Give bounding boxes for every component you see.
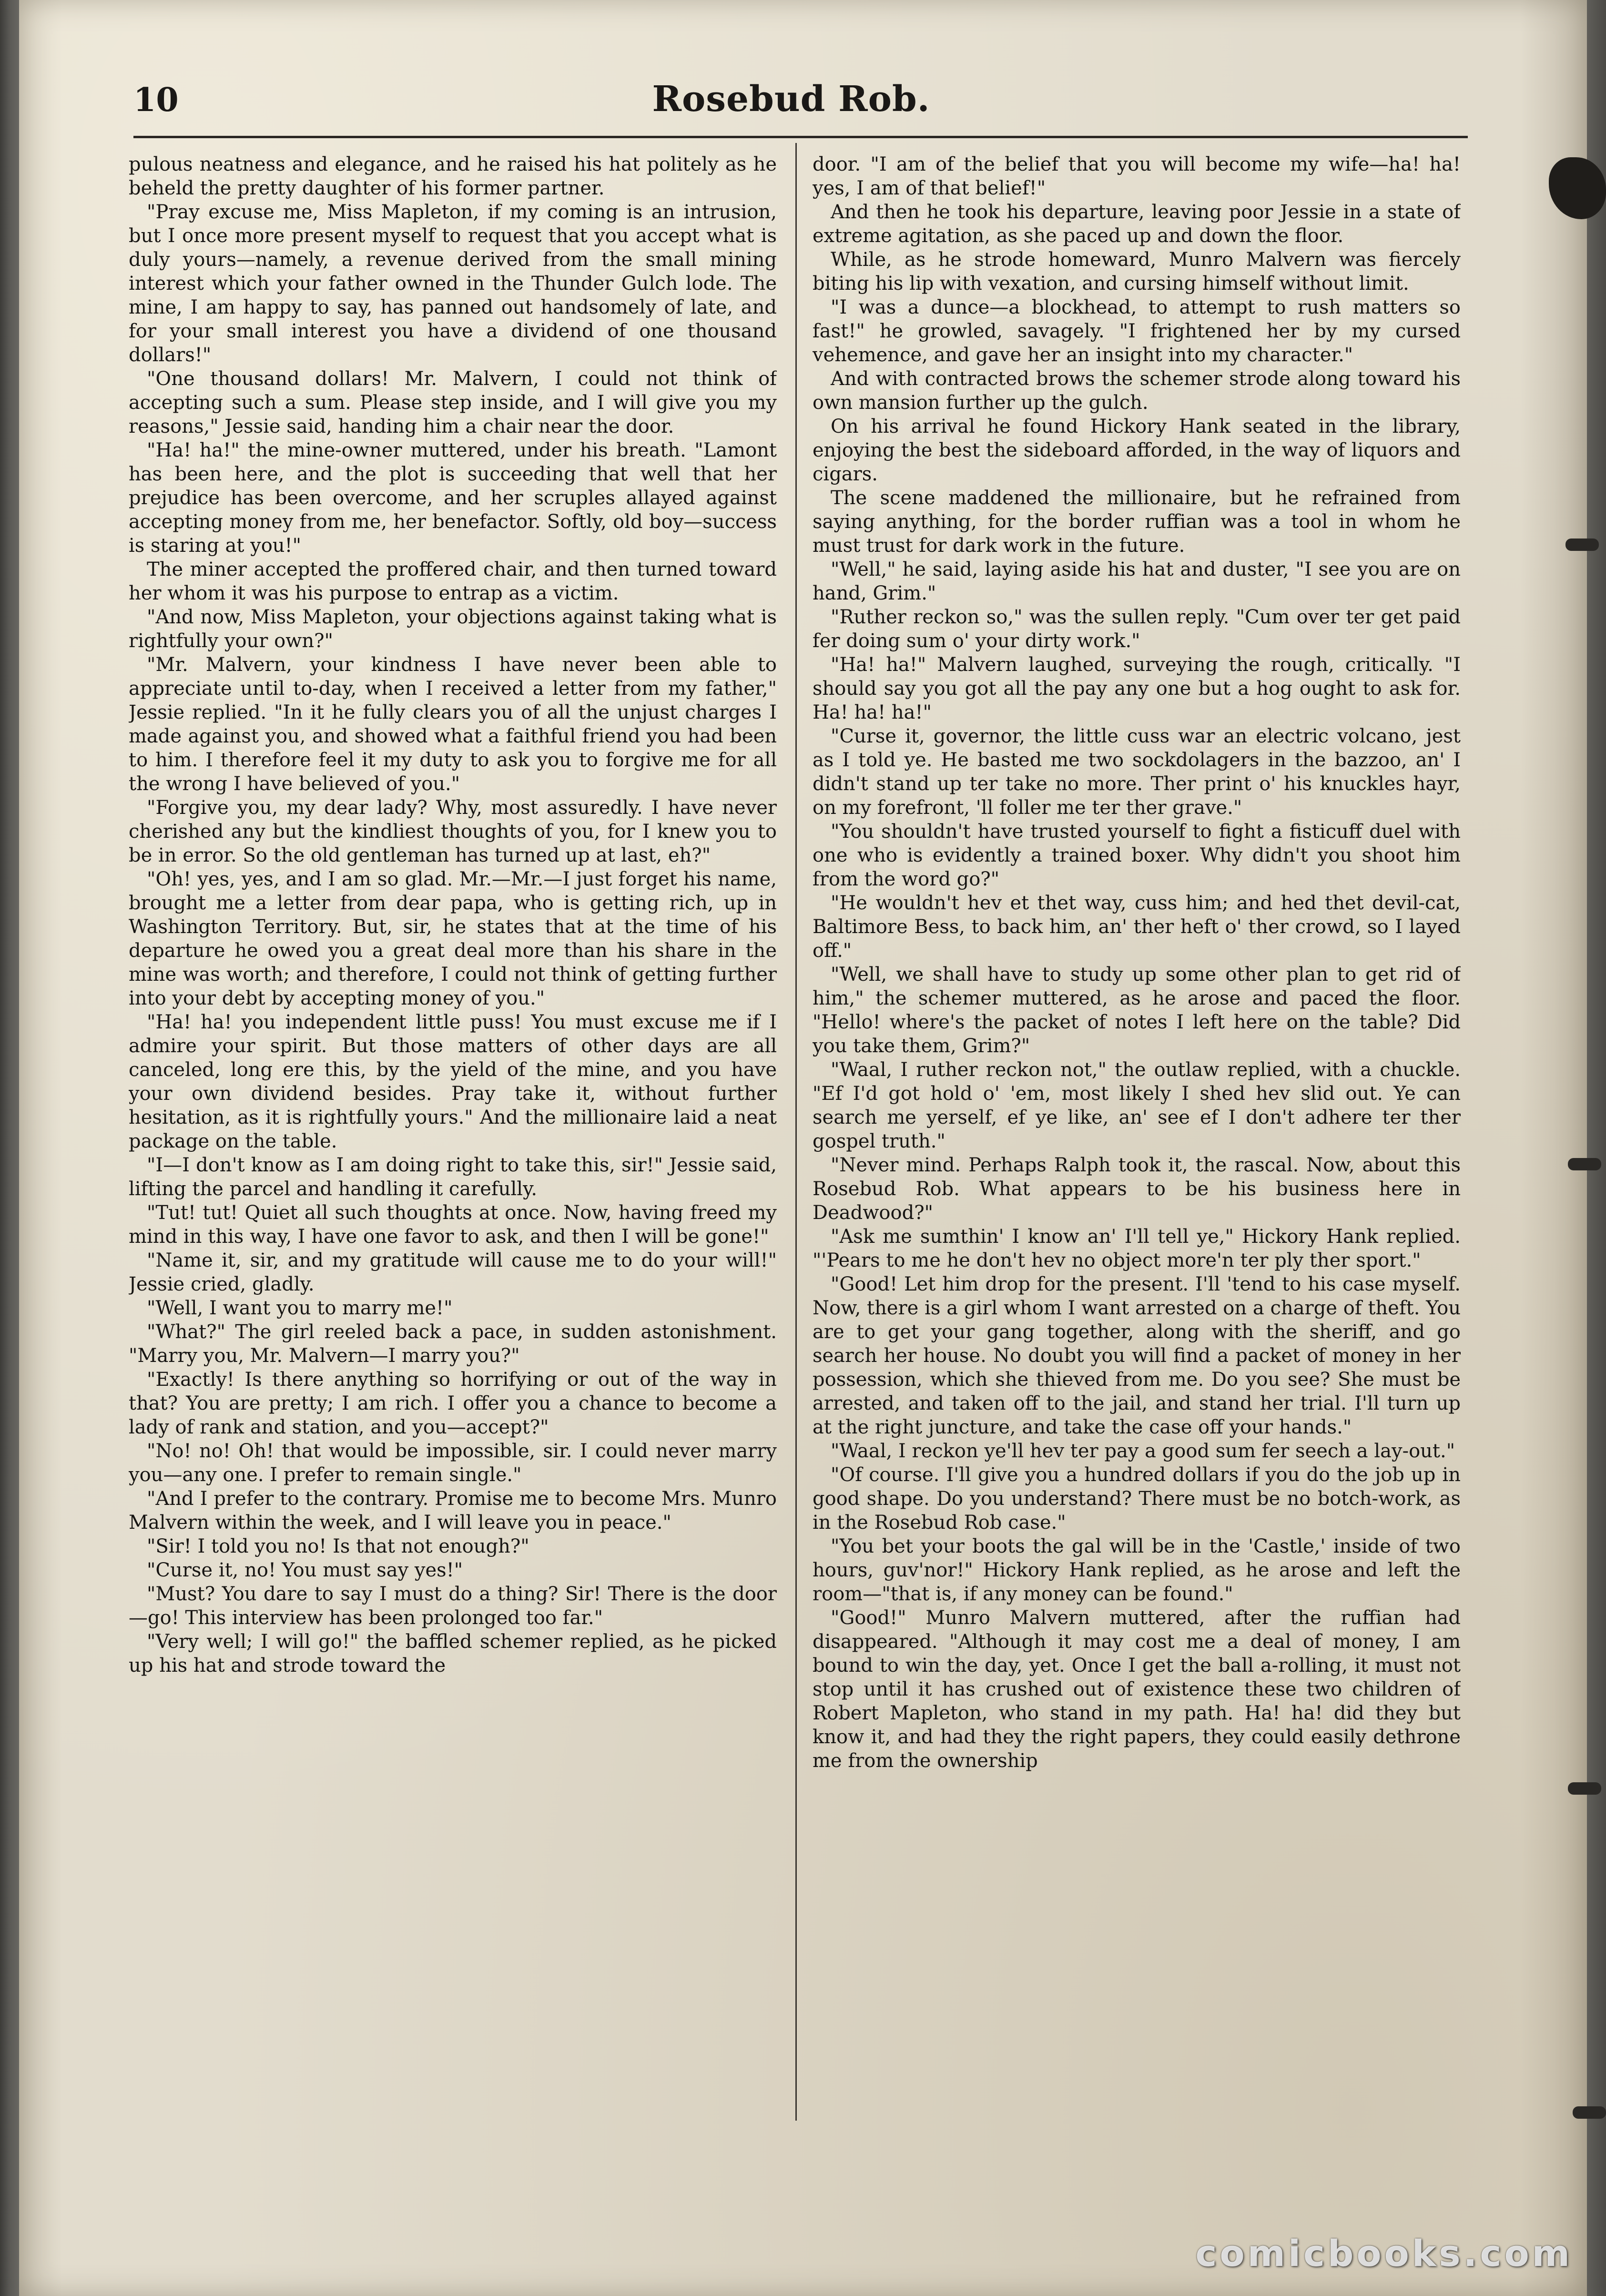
watermark: comicbooks.com <box>1195 2232 1573 2275</box>
paragraph: "What?" The girl reeled back a pace, in sudden astonishment. "Marry you, Mr. Malvern—I marry you?" <box>129 1321 777 1367</box>
paragraph: "Well, we shall have to study up some other plan to get rid of him," the schemer muttered, as he arose and paced the floor. "Hello! where's the packet of notes I left here on the table? Did you take them, Grim?" <box>813 964 1461 1057</box>
column-divider <box>795 143 797 2121</box>
paragraph: "And I prefer to the contrary. Promise me to become Mrs. Munro Malvern within the week, and I will leave you in peace." <box>129 1488 777 1534</box>
paragraph: "Exactly! Is there anything so horrifying or out of the way in that? You are pretty; I am rich. I offer you a chance to become a lady of rank and station, and you—accept?" <box>129 1369 777 1438</box>
paragraph: "Good! Let him drop for the present. I'll 'tend to his case myself. Now, there is a girl whom I want arrested on a charge of theft. You are to get your gang together, along with the sheriff, and go search her house. No doubt you will find a packet of money in her possession, which she thieved from me. Do you see? She must be arrested, and taken off to the jail, and stand her trial. I'll turn up at the right juncture, and take the case off your hands." <box>813 1273 1461 1438</box>
paragraph: "Oh! yes, yes, and I am so glad. Mr.—Mr.—I just forget his name, brought me a letter from dear papa, who is getting rich, up in Washington Territory. But, sir, he states that at the time of his departure he owed you a great deal more than his share in the mine was worth; and therefore, I could not think of getting further into your debt by accepting money of you." <box>129 868 777 1009</box>
paragraph: On his arrival he found Hickory Hank seated in the library, enjoying the best the sideboard afforded, in the way of liquors and cigars. <box>813 416 1461 485</box>
paragraph: And then he took his departure, leaving poor Jessie in a state of extreme agitation, as she paced up and down the floor. <box>813 201 1461 247</box>
paragraph: "Well, I want you to marry me!" <box>147 1297 453 1319</box>
paragraph: "You shouldn't have trusted yourself to fight a fisticuff duel with one who is evidently a trained boxer. Why didn't you shoot him from the word go?" <box>813 821 1461 890</box>
left-column <box>129 152 777 2130</box>
paragraph: "I was a dunce—a blockhead, to attempt to rush matters so fast!" he growled, savagely. "I frightened her by my cursed vehemence, and gave her an insight into my character." <box>813 296 1461 366</box>
paragraph: "Never mind. Perhaps Ralph took it, the rascal. Now, about this Rosebud Rob. What appears to be his business here in Deadwood?" <box>813 1154 1461 1224</box>
binding-hole <box>1573 2106 1606 2119</box>
paragraph: "I—I don't know as I am doing right to take this, sir!" Jessie said, lifting the parcel and handling it carefully. <box>129 1154 777 1200</box>
paragraph: "Well," he said, laying aside his hat and duster, "I see you are on hand, Grim." <box>813 559 1461 604</box>
paragraph: "Waal, I reckon ye'll hev ter pay a good sum fer seech a lay-out." <box>831 1440 1455 1462</box>
paragraph: "And now, Miss Mapleton, your objections against taking what is rightfully your own?" <box>129 606 777 652</box>
right-column <box>813 152 1461 2130</box>
paragraph: "Must? You dare to say I must do a thing? Sir! There is the door—go! This interview has been prolonged too far." <box>129 1583 777 1629</box>
paragraph: The scene maddened the millionaire, but he refrained from saying anything, for the border ruffian was a tool in whom he must trust for dark work in the future. <box>813 487 1461 557</box>
paragraph: "Very well; I will go!" the baffled schemer replied, as he picked up his hat and strode toward the <box>129 1631 777 1676</box>
paragraph: "Forgive you, my dear lady? Why, most assuredly. I have never cherished any but the kindliest thoughts of you, for I knew you to be in error. So the old gentleman has turned up at last, eh?" <box>129 797 777 866</box>
paragraph: "Ruther reckon so," was the sullen reply. "Cum over ter get paid fer doing sum o' your dirty work." <box>813 606 1461 652</box>
paragraph: "Pray excuse me, Miss Mapleton, if my coming is an intrusion, but I once more present myself to request that you accept what is duly yours—namely, a revenue derived from the small mining interest which your father owned in the Thunder Gulch lode. The mine, I am happy to say, has panned out handsomely of late, and for your small interest you have a dividend of one thousand dollars!" <box>129 201 777 366</box>
paragraph: pulous neatness and elegance, and he raised his hat politely as he beheld the pretty daughter of his former partner. <box>129 153 777 199</box>
binding-hole <box>1568 1782 1601 1795</box>
paragraph: While, as he strode homeward, Munro Malvern was fiercely biting his lip with vexation, and cursing himself without limit. <box>813 249 1461 295</box>
paragraph: "One thousand dollars! Mr. Malvern, I could not think of accepting such a sum. Please step inside, and I will give you my reasons," Jessie said, handing him a chair near the door. <box>129 368 777 437</box>
paragraph: "Curse it, governor, the little cuss war an electric volcano, jest as I told ye. He basted me two sockdolagers in the bazzoo, an' I didn't stand up ter take no more. Ther print o' his knuckles hayr, on my forefront, 'll foller me ter ther grave." <box>813 725 1461 819</box>
paragraph: "Ha! ha! you independent little puss! You must excuse me if I admire your spirit. But those matters of other days are all canceled, long ere this, by the yield of the mine, and you have your own dividend besides. Pray take it, without further hesitation, as it is rightfully yours." And the millionaire laid a neat package on the table. <box>129 1011 777 1152</box>
page-number: 10 <box>133 81 179 119</box>
paragraph: "Ha! ha!" Malvern laughed, surveying the rough, critically. "I should say you got all the pay any one but a hog ought to ask for. Ha! ha! ha!" <box>813 654 1461 723</box>
paragraph: "Curse it, no! You must say yes!" <box>147 1559 463 1581</box>
paragraph: "Ha! ha!" the mine-owner muttered, under his breath. "Lamont has been here, and the plot is succeeding that well that her prejudice has been overcome, and her scruples allayed against accepting money from me, her benefactor. Softly, old boy—success is staring at you!" <box>129 439 777 557</box>
paragraph: "Ask me sumthin' I know an' I'll tell ye," Hickory Hank replied. "'Pears to me he don't hev no object more'n ter ply ther sport." <box>813 1226 1461 1271</box>
paragraph: "Mr. Malvern, your kindness I have never been able to appreciate until to-day, when I received a letter from my father," Jessie replied. "In it he fully clears you of all the unjust charges I made against you, and showed what a faithful friend you had been to him. I therefore feel it my duty to ask you to forgive me for all the wrong I have believed of you." <box>129 654 777 795</box>
binding-hole <box>1568 1158 1601 1170</box>
paragraph: "Of course. I'll give you a hundred dollars if you do the job up in good shape. Do you understand? There must be no botch-work, as in the Rosebud Rob case." <box>813 1464 1461 1534</box>
paragraph: And with contracted brows the schemer strode along toward his own mansion further up the gulch. <box>813 368 1461 414</box>
page-header <box>124 71 1458 124</box>
paragraph: The miner accepted the proffered chair, and then turned toward her whom it was his purpose to entrap as a victim. <box>129 559 777 604</box>
paragraph: "Name it, sir, and my gratitude will cause me to do your will!" Jessie cried, gladly. <box>129 1250 777 1295</box>
paragraph: "Good!" Munro Malvern muttered, after the ruffian had disappeared. "Although it may cost me a deal of money, I am bound to win the day, yet. Once I get the ball a-rolling, it must not stop until it has crushed out of existence these two children of Robert Mapleton, who stand in my path. Ha! ha! did they but know it, and had they the right papers, they could easily dethrone me from the ownership <box>813 1607 1461 1772</box>
paragraph: "Waal, I ruther reckon not," the outlaw replied, with a chuckle. "Ef I'd got hold o' 'em, most likely I shed hev slid out. Ye can search me yerself, ef ye like, an' see ef I don't adhere ter ther gospel truth." <box>813 1059 1461 1152</box>
paragraph: "Tut! tut! Quiet all such thoughts at once. Now, having freed my mind in this way, I have one favor to ask, and then I will be gone!" <box>129 1202 777 1248</box>
paragraph: "You bet your boots the gal will be in the 'Castle,' inside of two hours, guv'nor!" Hickory Hank replied, as he arose and left the room—"that is, if any money can be found." <box>813 1535 1461 1605</box>
paragraph: "He wouldn't hev et thet way, cuss him; and hed thet devil-cat, Baltimore Bess, to back him, an' ther heft o' ther crowd, so I layed off." <box>813 892 1461 962</box>
header-rule <box>133 136 1468 138</box>
paragraph: door. "I am of the belief that you will become my wife—ha! ha! yes, I am of that belief!" <box>813 153 1461 199</box>
paragraph: "No! no! Oh! that would be impossible, sir. I could never marry you—any one. I prefer to remain single." <box>129 1440 777 1486</box>
running-title: Rosebud Rob. <box>652 79 930 120</box>
paragraph: "Sir! I told you no! Is that not enough?" <box>147 1535 529 1557</box>
binding-hole <box>1565 538 1599 551</box>
